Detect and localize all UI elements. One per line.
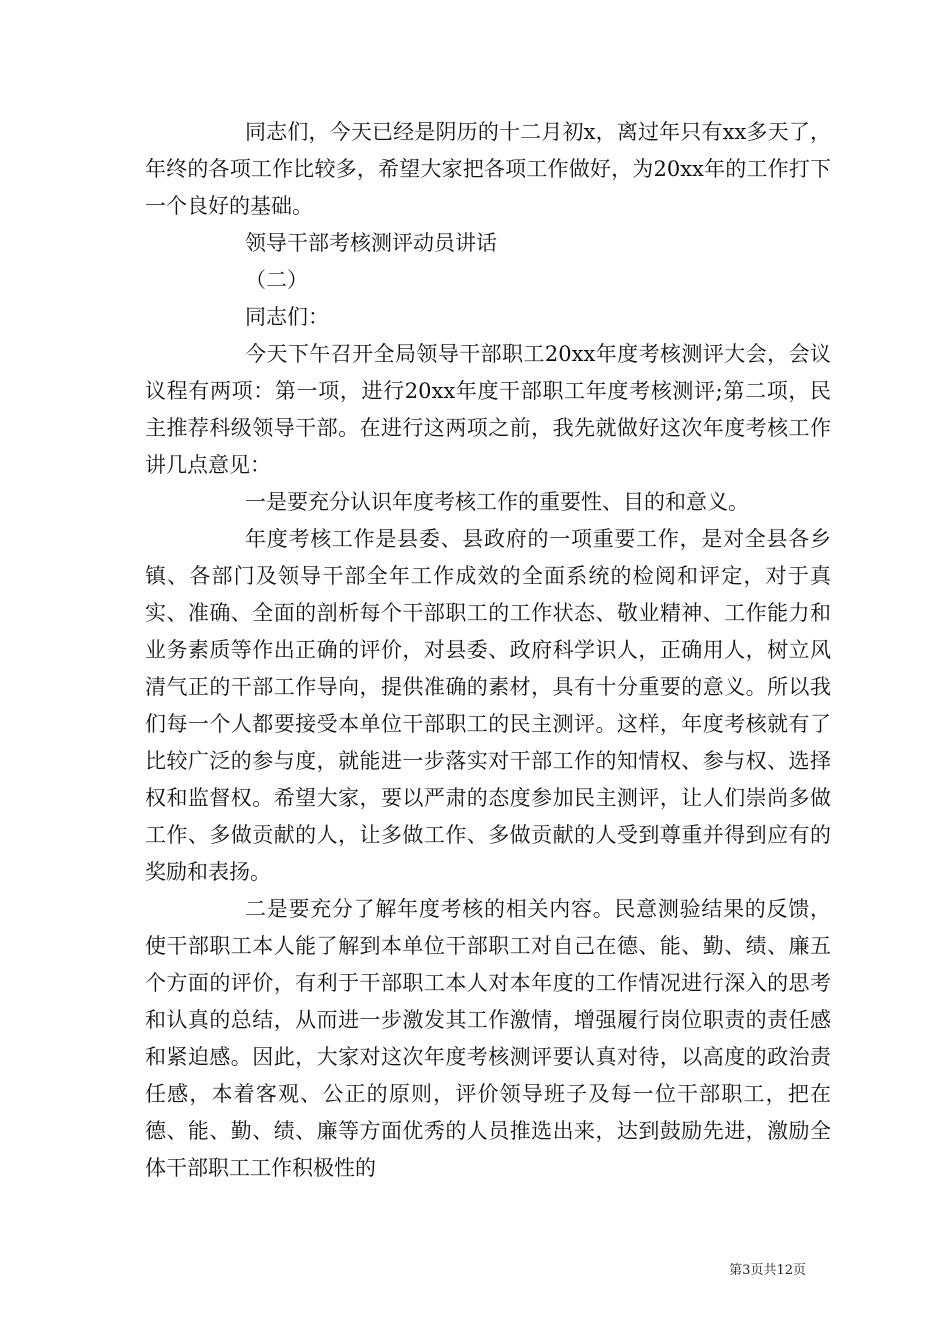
point-one-heading: 一是要充分认识年度考核工作的重要性、目的和意义。: [245, 490, 749, 514]
section-number: （二）: [245, 268, 308, 292]
paragraph-meeting-agenda: 今天下午召开全局领导干部职工20xx年度考核测评大会，会议议程有两项：第一项，进行20xx年度干部职工年度考核测评;第二项，民主推荐科级领导干部。在进行这两项之前，我先就做好这次年度考核工作讲几点意见：: [145, 342, 831, 477]
page-number-footer: 第3页共12页: [729, 1263, 806, 1278]
speech-title: 领导干部考核测评动员讲话: [245, 231, 497, 255]
document-body: [145, 114, 831, 1187]
salutation: 同志们：: [245, 305, 329, 329]
paragraph-point-two: 二是要充分了解年度考核的相关内容。民意测验结果的反馈，使干部职工本人能了解到本单位干部职工对自己在德、能、勤、绩、廉五个方面的评价，有利于干部职工本人对本年度的工作情况进行深入的思考和认真的总结，从而进一步激发其工作激情，增强履行岗位职责的责任感和紧迫感。因此，大家对这次年度考核测评要认真对待，以高度的政治责任感，本着客观、公正的原则，评价领导班子及每一位干部职工，把在德、能、勤、绩、廉等方面优秀的人员推选出来，达到鼓励先进，激励全体干部职工工作积极性的: [145, 897, 831, 1180]
paragraph-closing-remarks: 同志们，今天已经是阴历的十二月初x，离过年只有xx多天了，年终的各项工作比较多，希望大家把各项工作做好，为20xx年的工作打下一个良好的基础。: [145, 120, 831, 218]
paragraph-point-one: 年度考核工作是县委、县政府的一项重要工作，是对全县各乡镇、各部门及领导干部全年工作成效的全面系统的检阅和评定，对于真实、准确、全面的剖析每个干部职工的工作状态、敬业精神、工作能力和业务素质等作出正确的评价，对县委、政府科学识人，正确用人，树立风清气正的干部工作导向，提供准确的素材，具有十分重要的意义。所以我们每一个人都要接受本单位干部职工的民主测评。这样，年度考核就有了比较广泛的参与度，就能进一步落实对干部工作的知情权、参与权、选择权和监督权。希望大家，要以严肃的态度参加民主测评，让人们崇尚多做工作、多做贡献的人，让多做工作、多做贡献的人受到尊重并得到应有的奖励和表扬。: [145, 527, 831, 884]
